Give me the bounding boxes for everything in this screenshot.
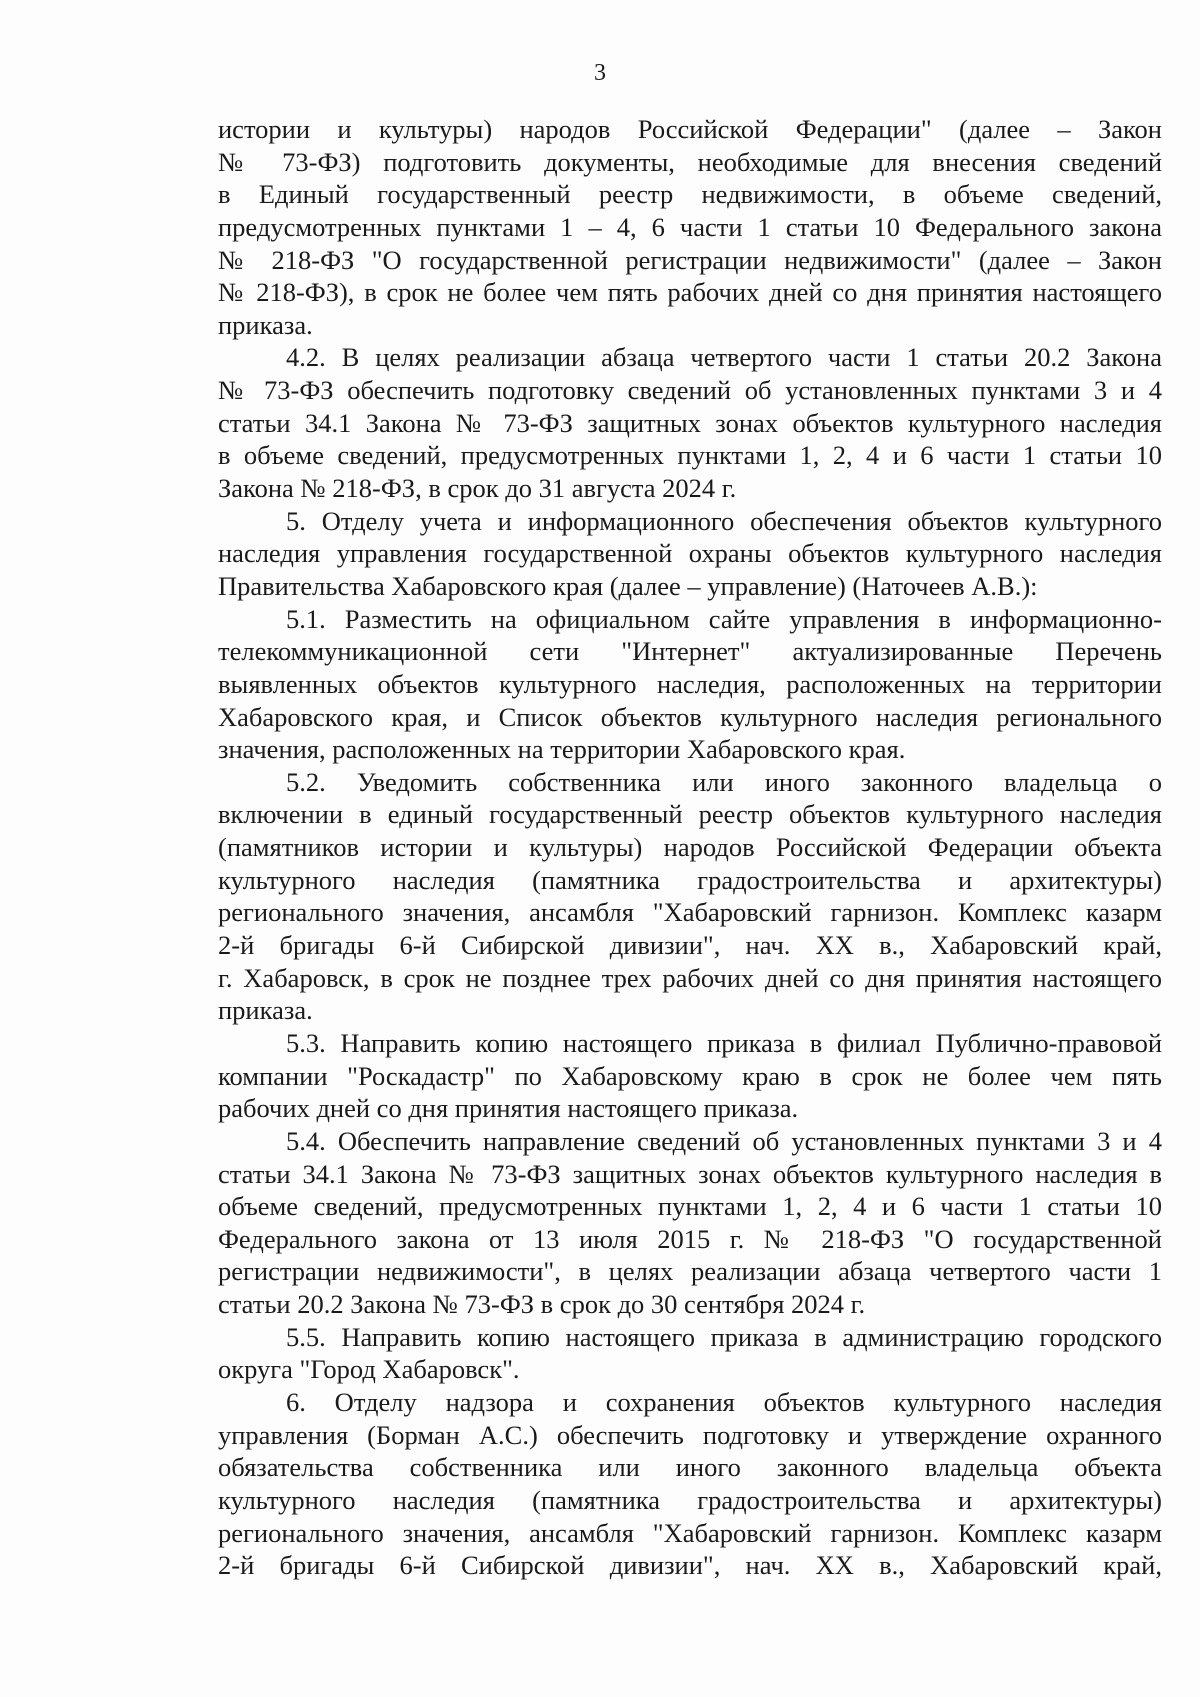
text-line: 5.2. Уведомить собственника или иного законного владельца о	[286, 766, 1162, 797]
text-line: телекоммуникационной сети "Интернет" актуализированные Перечень	[218, 636, 1162, 667]
text-line: обязательства собственника или иного законного владельца объекта	[218, 1452, 1162, 1483]
text-line: 5.4. Обеспечить направление сведений об установленных пунктами 3 и 4	[286, 1125, 1162, 1156]
text-line: значения, расположенных на территории Хабаровского края.	[218, 734, 906, 765]
text-line: в объеме сведений, предусмотренных пунктами 1, 2, 4 и 6 части 1 статьи 10	[218, 440, 1162, 471]
text-line: № 218-ФЗ "О государственной регистрации недвижимости" (далее – Закон	[218, 244, 1162, 275]
text-line: 6. Отделу надзора и сохранения объектов культурного наследия	[286, 1386, 1162, 1417]
text-line: наследия управления государственной охраны объектов культурного наследия	[218, 538, 1162, 569]
text-line: 2-й бригады 6-й Сибирской дивизии", нач. XX в., Хабаровский край,	[218, 1550, 1162, 1581]
document-body	[218, 113, 1162, 1582]
text-line: 5.3. Направить копию настоящего приказа в филиал Публично-правовой	[286, 1027, 1162, 1058]
text-line: регионального значения, ансамбля "Хабаровский гарнизон. Комплекс казарм	[218, 1517, 1162, 1548]
text-line: культурного наследия (памятника градостроительства и архитектуры)	[218, 1484, 1162, 1515]
text-line: № 73-ФЗ обеспечить подготовку сведений об установленных пунктами 3 и 4	[218, 375, 1162, 406]
text-line: включении в единый государственный реестр объектов культурного наследия	[218, 799, 1162, 830]
text-line: в Единый государственный реестр недвижимости, в объеме сведений,	[218, 179, 1162, 210]
text-line: статьи 34.1 Закона № 73-ФЗ защитных зонах объектов культурного наследия	[218, 407, 1162, 438]
text-line: культурного наследия (памятника градостроительства и архитектуры)	[218, 864, 1162, 895]
text-line: Правительства Хабаровского края (далее – управление) (Наточеев А.В.):	[218, 570, 1038, 601]
text-line: приказа.	[218, 309, 313, 340]
text-line: округа "Город Хабаровск".	[218, 1354, 520, 1385]
text-line: № 73-ФЗ) подготовить документы, необходимые для внесения сведений	[218, 146, 1162, 177]
text-line: предусмотренных пунктами 1 – 4, 6 части 1 статьи 10 Федерального закона	[218, 211, 1162, 242]
text-line: управления (Борман А.С.) обеспечить подготовку и утверждение охранного	[218, 1419, 1162, 1450]
page-number: 3	[594, 60, 606, 86]
text-line: 5.5. Направить копию настоящего приказа в администрацию городского	[286, 1321, 1162, 1352]
text-line: объеме сведений, предусмотренных пунктами 1, 2, 4 и 6 части 1 статьи 10	[218, 1191, 1162, 1222]
text-line: (памятников истории и культуры) народов Российской Федерации объекта	[218, 832, 1162, 863]
text-line: истории и культуры) народов Российской Федерации" (далее – Закон	[218, 114, 1162, 144]
text-line: № 218-ФЗ), в срок не более чем пять рабочих дней со дня принятия настоящего	[218, 277, 1162, 308]
text-line: 5. Отделу учета и информационного обеспечения объектов культурного	[286, 505, 1162, 536]
text-line: компании "Роскадастр" по Хабаровскому краю в срок не более чем пять	[218, 1060, 1162, 1091]
text-line: статьи 20.2 Закона № 73-ФЗ в срок до 30 сентября 2024 г.	[218, 1289, 866, 1320]
text-line: 4.2. В целях реализации абзаца четвертого части 1 статьи 20.2 Закона	[286, 342, 1162, 373]
text-line: Федерального закона от 13 июля 2015 г. № 218-ФЗ "О государственной	[218, 1223, 1162, 1254]
text-line: выявленных объектов культурного наследия, расположенных на территории	[218, 668, 1162, 699]
text-line: 5.1. Разместить на официальном сайте управления в информационно-	[286, 603, 1162, 634]
text-line: Закона № 218-ФЗ, в срок до 31 августа 2024 г.	[218, 473, 737, 504]
text-line: регистрации недвижимости", в целях реализации абзаца четвертого части 1	[218, 1256, 1162, 1287]
text-line: регионального значения, ансамбля "Хабаровский гарнизон. Комплекс казарм	[218, 897, 1162, 928]
text-line: статьи 34.1 Закона № 73-ФЗ защитных зонах объектов культурного наследия в	[218, 1158, 1162, 1189]
text-line: приказа.	[218, 995, 313, 1026]
text-line: Хабаровского края, и Список объектов культурного наследия регионального	[218, 701, 1162, 732]
text-line: 2-й бригады 6-й Сибирской дивизии", нач. XX в., Хабаровский край,	[218, 930, 1162, 961]
text-line: г. Хабаровск, в срок не позднее трех рабочих дней со дня принятия настоящего	[218, 962, 1162, 993]
text-line: рабочих дней со дня принятия настоящего приказа.	[218, 1093, 799, 1124]
